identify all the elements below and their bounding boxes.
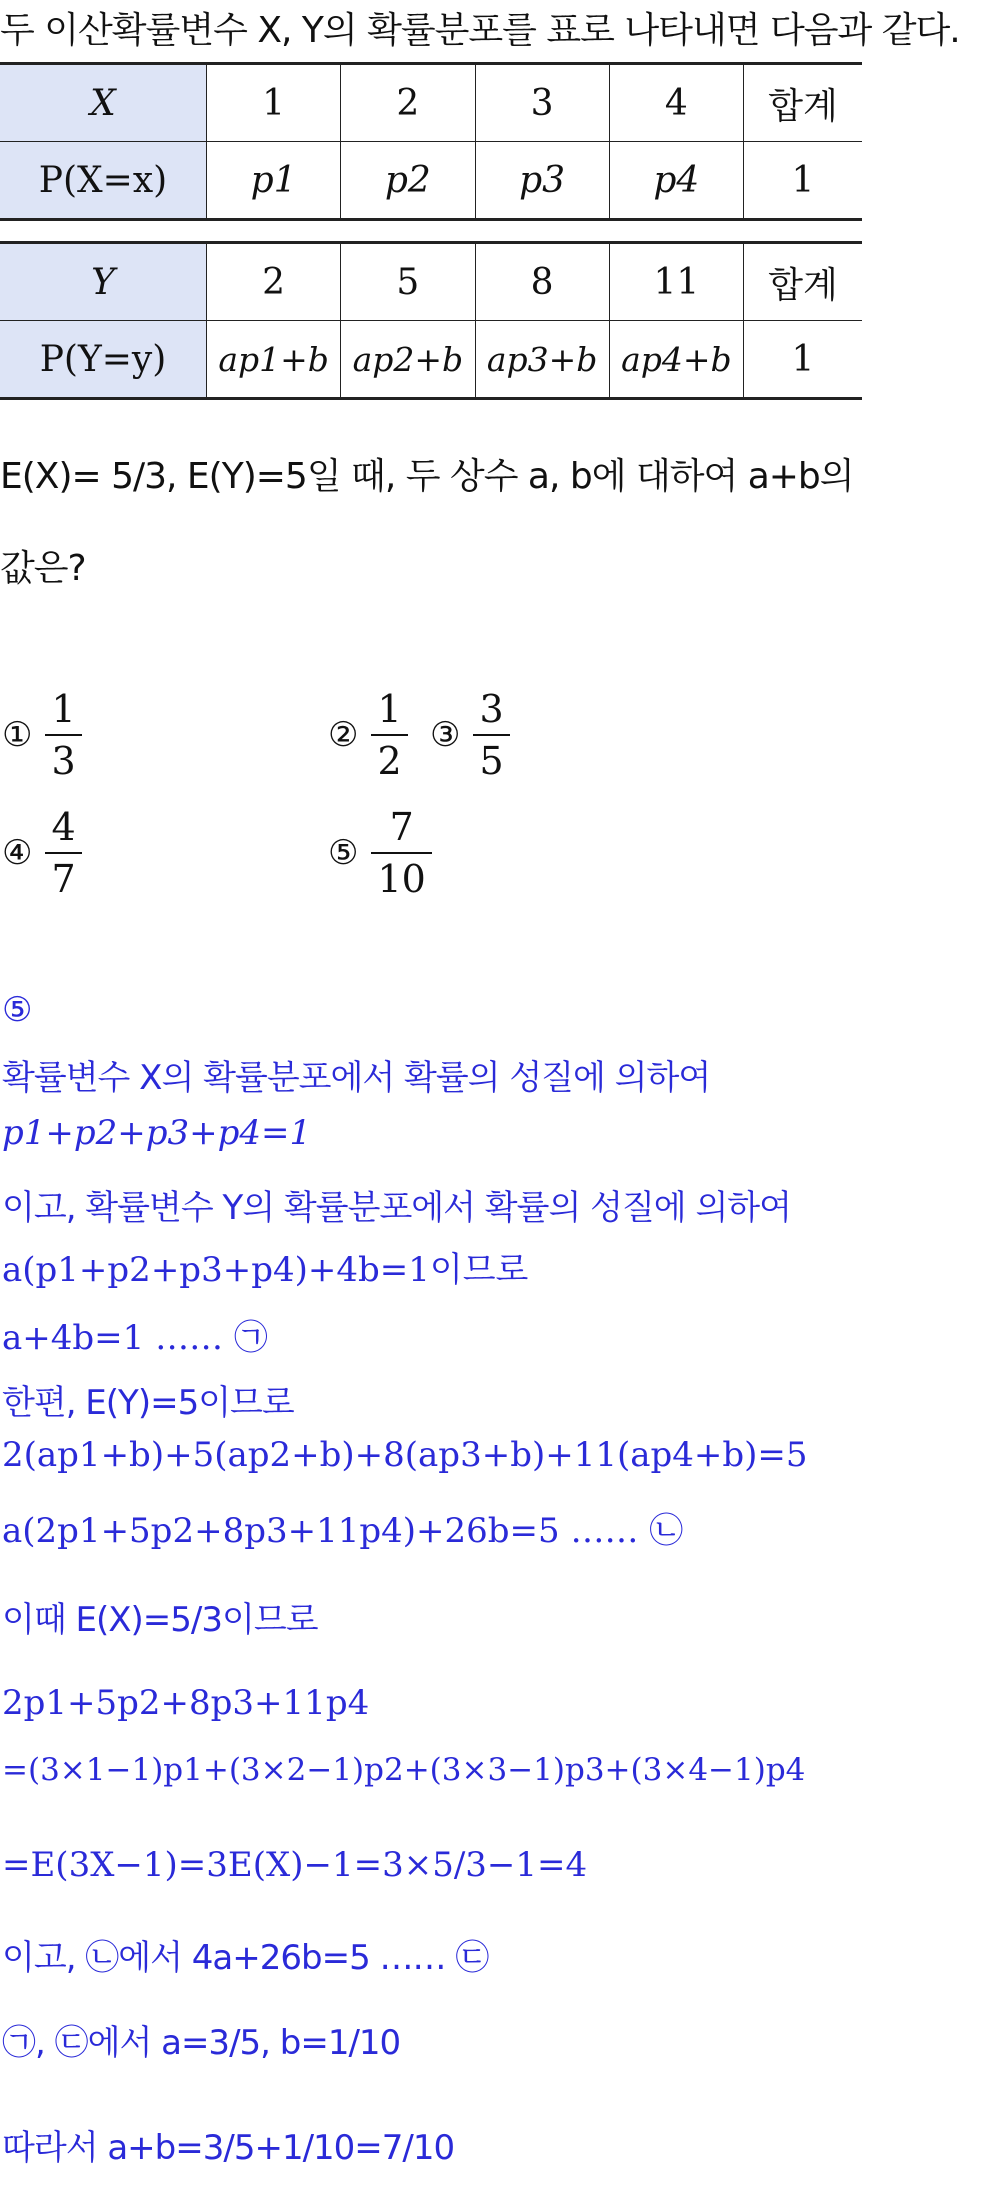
choice-mark: ② xyxy=(328,715,359,755)
choice-2[interactable] xyxy=(328,687,409,783)
table-y xyxy=(0,241,862,400)
choice-mark: ④ xyxy=(2,833,33,873)
question-line-3 xyxy=(0,540,86,591)
solution-line: a(2p1+5p2+8p3+11p4)+26b=5 …… ㉡ xyxy=(2,1511,684,1551)
choice-fraction: $\frac{7}{10}$ xyxy=(374,808,428,898)
table-y-cell: 11 xyxy=(609,243,743,321)
solution-line: 이때 E(X)=5/3이므로 xyxy=(2,1600,318,1640)
choice-mark: ③ xyxy=(430,715,461,755)
choice-mark: ⑤ xyxy=(328,833,359,873)
solution-line: 이고, 확률변수 Y의 확률분포에서 확률의 성질에 의하여 xyxy=(2,1188,791,1228)
choice-fraction: $\frac{1}{3}$ xyxy=(48,690,78,780)
table-x-var: X xyxy=(0,64,207,142)
question-line-2 xyxy=(0,448,854,499)
solution-line: 이고, ㉡에서 4a+26b=5 …… ㉢ xyxy=(2,1938,489,1978)
table-x xyxy=(0,62,862,221)
table-x-prob: p3 xyxy=(475,142,609,220)
choice-5[interactable] xyxy=(328,805,433,901)
choice-4[interactable] xyxy=(2,805,83,901)
solution-line: =(3×1−1)p1+(3×2−1)p2+(3×3−1)p3+(3×4−1)p4 xyxy=(2,1752,806,1788)
table-y-prob-label: P(Y=y) xyxy=(0,321,207,399)
solution-line: p1+p2+p3+p4=1 xyxy=(2,1113,312,1153)
choice-fraction: $\frac{1}{2}$ xyxy=(374,690,404,780)
table-x-prob: p1 xyxy=(207,142,341,220)
table-y-cell: 8 xyxy=(475,243,609,321)
choice-1[interactable] xyxy=(2,687,83,783)
table-x-cell: 3 xyxy=(475,64,609,142)
solution-line: a(p1+p2+p3+p4)+4b=1이므로 xyxy=(2,1250,529,1290)
question-condition: E(X)= 5/3, E(Y)=5일 때, 두 상수 a, b에 대하여 a+b의 xyxy=(0,456,854,497)
table-x-prob: p4 xyxy=(609,142,743,220)
table-y-prob: ap4+b xyxy=(609,321,743,399)
solution-line: 한편, E(Y)=5이므로 xyxy=(2,1383,294,1423)
table-y-sum: 1 xyxy=(744,321,863,399)
solution-line: ㉠, ㉢에서 a=3/5, b=1/10 xyxy=(2,2023,401,2063)
table-y-header-row xyxy=(0,243,862,321)
question-text: 두 이산확률변수 X, Y의 확률분포를 표로 나타내면 다음과 같다. xyxy=(0,10,960,51)
table-x-cell: 2 xyxy=(341,64,475,142)
table-y-sum-header: 합계 xyxy=(744,243,863,321)
table-y-prob: ap2+b xyxy=(341,321,475,399)
table-x-prob-label: P(X=x) xyxy=(0,142,207,220)
table-x-sum: 1 xyxy=(744,142,863,220)
table-y-prob: ap3+b xyxy=(475,321,609,399)
solution-answer: ⑤ xyxy=(2,990,32,1030)
solution-line: 확률변수 X의 확률분포에서 확률의 성질에 의하여 xyxy=(2,1058,711,1098)
question-line-1 xyxy=(0,2,960,53)
table-x-cell: 4 xyxy=(609,64,743,142)
solution-line: 2(ap1+b)+5(ap2+b)+8(ap3+b)+11(ap4+b)=5 xyxy=(2,1435,808,1475)
solution-line: a+4b=1 …… ㉠ xyxy=(2,1318,268,1358)
solution-line: 따라서 a+b=3/5+1/10=7/10 xyxy=(2,2128,455,2168)
choice-fraction: $\frac{4}{7}$ xyxy=(48,808,78,898)
table-y-prob-row xyxy=(0,321,862,399)
table-x-prob: p2 xyxy=(341,142,475,220)
table-x-cell: 1 xyxy=(207,64,341,142)
table-y-prob: ap1+b xyxy=(207,321,341,399)
choice-3[interactable] xyxy=(430,687,511,783)
solution-line: =E(3X−1)=3E(X)−1=3×5/3−1=4 xyxy=(2,1845,588,1885)
table-y-cell: 2 xyxy=(207,243,341,321)
choice-fraction: $\frac{3}{5}$ xyxy=(476,690,506,780)
solution-line: 2p1+5p2+8p3+11p4 xyxy=(2,1683,370,1723)
table-x-header-row xyxy=(0,64,862,142)
question-ask: 값은? xyxy=(0,548,86,589)
table-y-var: Y xyxy=(0,243,207,321)
table-x-sum-header: 합계 xyxy=(744,64,863,142)
choice-mark: ① xyxy=(2,715,33,755)
table-x-prob-row xyxy=(0,142,862,220)
table-y-cell: 5 xyxy=(341,243,475,321)
